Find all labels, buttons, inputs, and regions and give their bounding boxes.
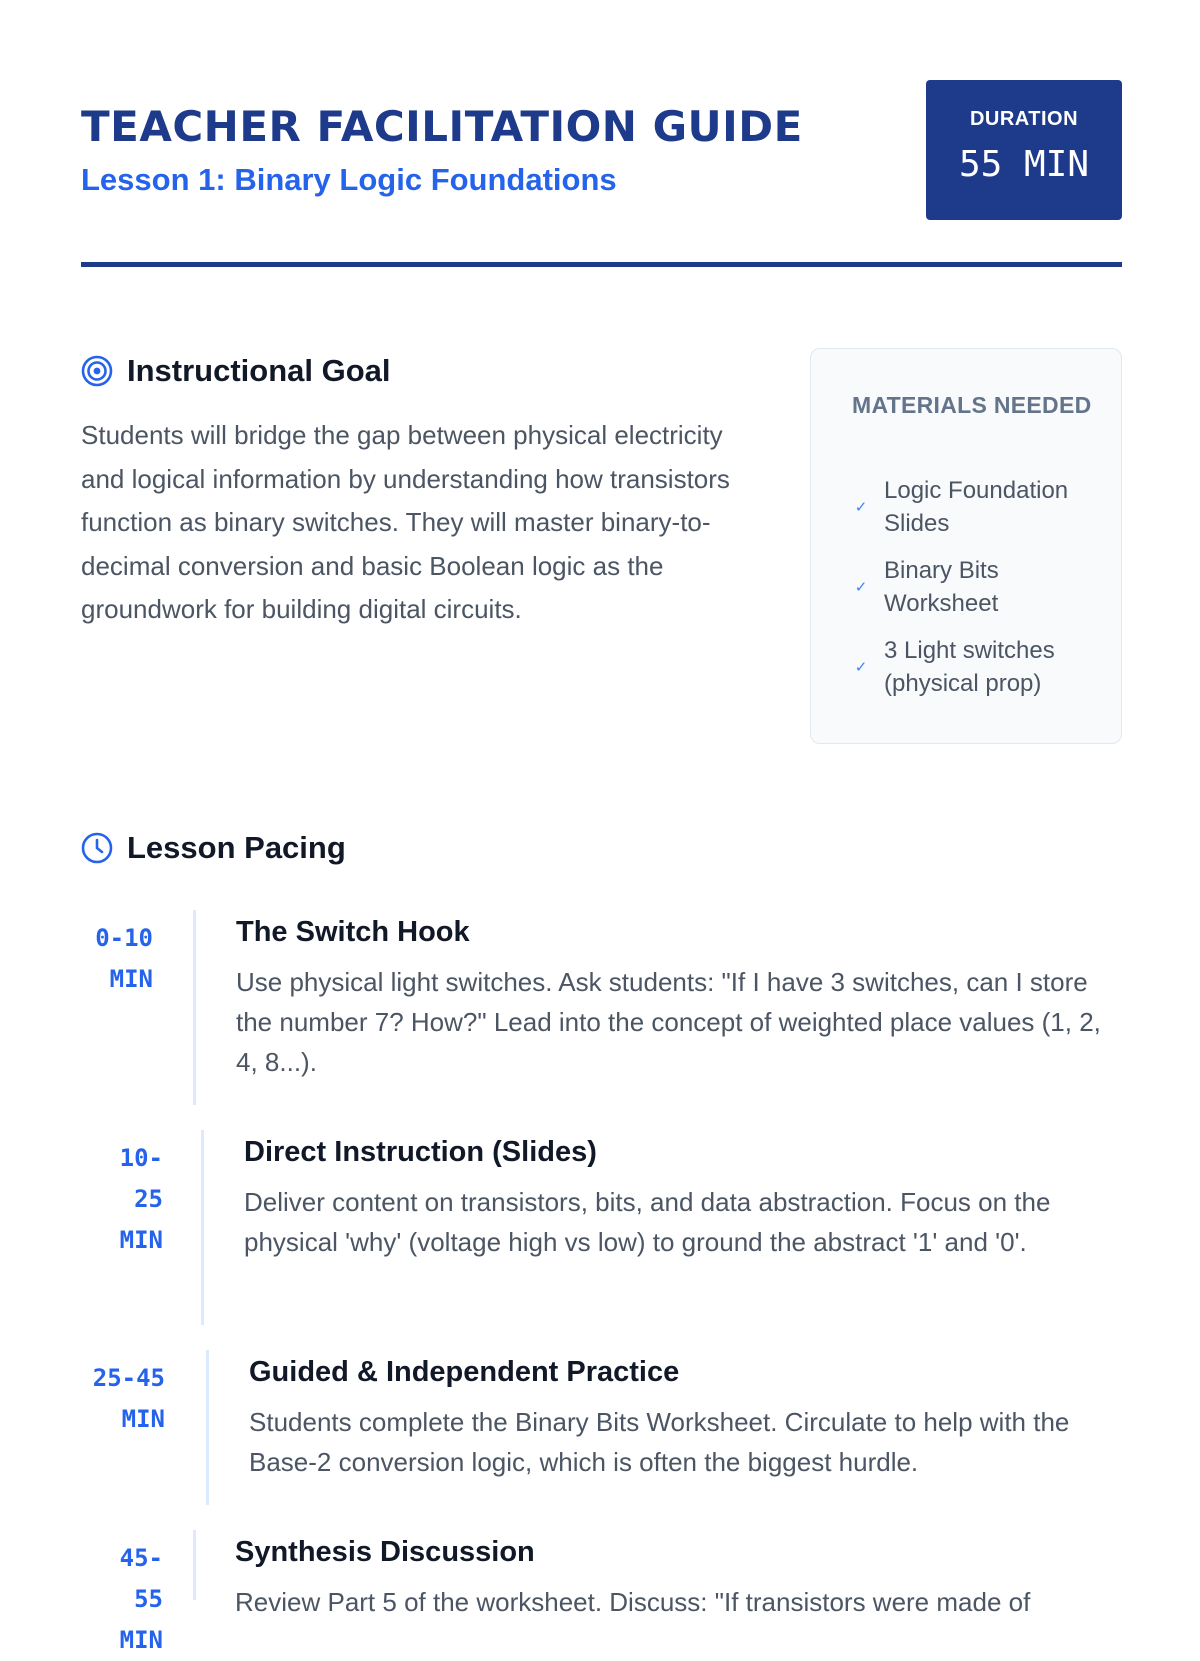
step-title: Synthesis Discussion	[235, 1536, 535, 1568]
goal-heading: Instructional Goal	[127, 353, 391, 388]
goal-section-heading	[81, 353, 391, 389]
materials-item-label: 3 Light switches (physical prop)	[884, 637, 1055, 697]
check-icon: ✓	[854, 579, 868, 596]
pacing-step	[81, 910, 1122, 1105]
step-time: 25-45 MIN	[92, 1364, 165, 1433]
materials-card	[810, 348, 1122, 744]
pacing-step	[81, 1530, 1122, 1654]
materials-item-label: Logic Foundation Slides	[884, 477, 1069, 537]
page-title: TEACHER FACILITATION GUIDE	[81, 102, 803, 151]
materials-item	[852, 554, 1112, 620]
duration-label: DURATION	[969, 108, 1079, 130]
materials-item	[852, 634, 1112, 700]
step-time: 45-55 MIN	[119, 1544, 163, 1654]
guide-header	[81, 80, 1122, 222]
header-divider	[81, 262, 1122, 267]
goal-text: Students will bridge the gap between physical electricity and logical information by understanding how transistors function as binary switches. They will master binary-to-decimal conversion and basic Boolean logic as the groundwork for building digital circuits.	[81, 420, 730, 624]
pacing-step	[81, 1130, 1122, 1325]
duration-value: 55 MIN	[958, 144, 1090, 185]
materials-title: MATERIALS NEEDED	[852, 392, 1092, 418]
step-description: Deliver content on transistors, bits, and data abstraction. Focus on the physical 'why' (voltage high vs low) to ground the abstract '1' and '0'.	[244, 1187, 1051, 1257]
check-icon: ✓	[854, 499, 868, 516]
timeline-bar	[201, 1130, 204, 1325]
pacing-section-heading	[81, 830, 346, 866]
materials-item	[852, 474, 1112, 540]
step-description: Students complete the Binary Bits Worksheet. Circulate to help with the Base-2 conversion logic, which is often the biggest hurdle.	[249, 1407, 1070, 1477]
lesson-subtitle: Lesson 1: Binary Logic Foundations	[81, 162, 617, 197]
step-time: 10-25 MIN	[119, 1144, 163, 1254]
clock-icon	[81, 832, 113, 864]
pacing-step	[81, 1350, 1122, 1505]
step-description: Use physical light switches. Ask students: "If I have 3 switches, can I store the number 7? How?" Lead into the concept of weighted place values (1, 2, 4, 8...).	[236, 967, 1101, 1077]
target-icon	[81, 355, 113, 387]
duration-badge	[926, 80, 1122, 220]
timeline-bar	[193, 910, 196, 1105]
step-title: Guided & Independent Practice	[249, 1356, 680, 1388]
step-time: 0-10 MIN	[95, 924, 153, 993]
step-title: The Switch Hook	[236, 916, 470, 948]
timeline-bar	[193, 1530, 196, 1600]
step-title: Direct Instruction (Slides)	[244, 1136, 597, 1168]
materials-item-label: Binary Bits Worksheet	[884, 557, 999, 617]
step-description: Review Part 5 of the worksheet. Discuss: "If transistors were made of	[235, 1587, 1031, 1617]
pacing-heading: Lesson Pacing	[127, 830, 346, 865]
check-icon: ✓	[854, 659, 868, 676]
timeline-bar	[206, 1350, 209, 1505]
